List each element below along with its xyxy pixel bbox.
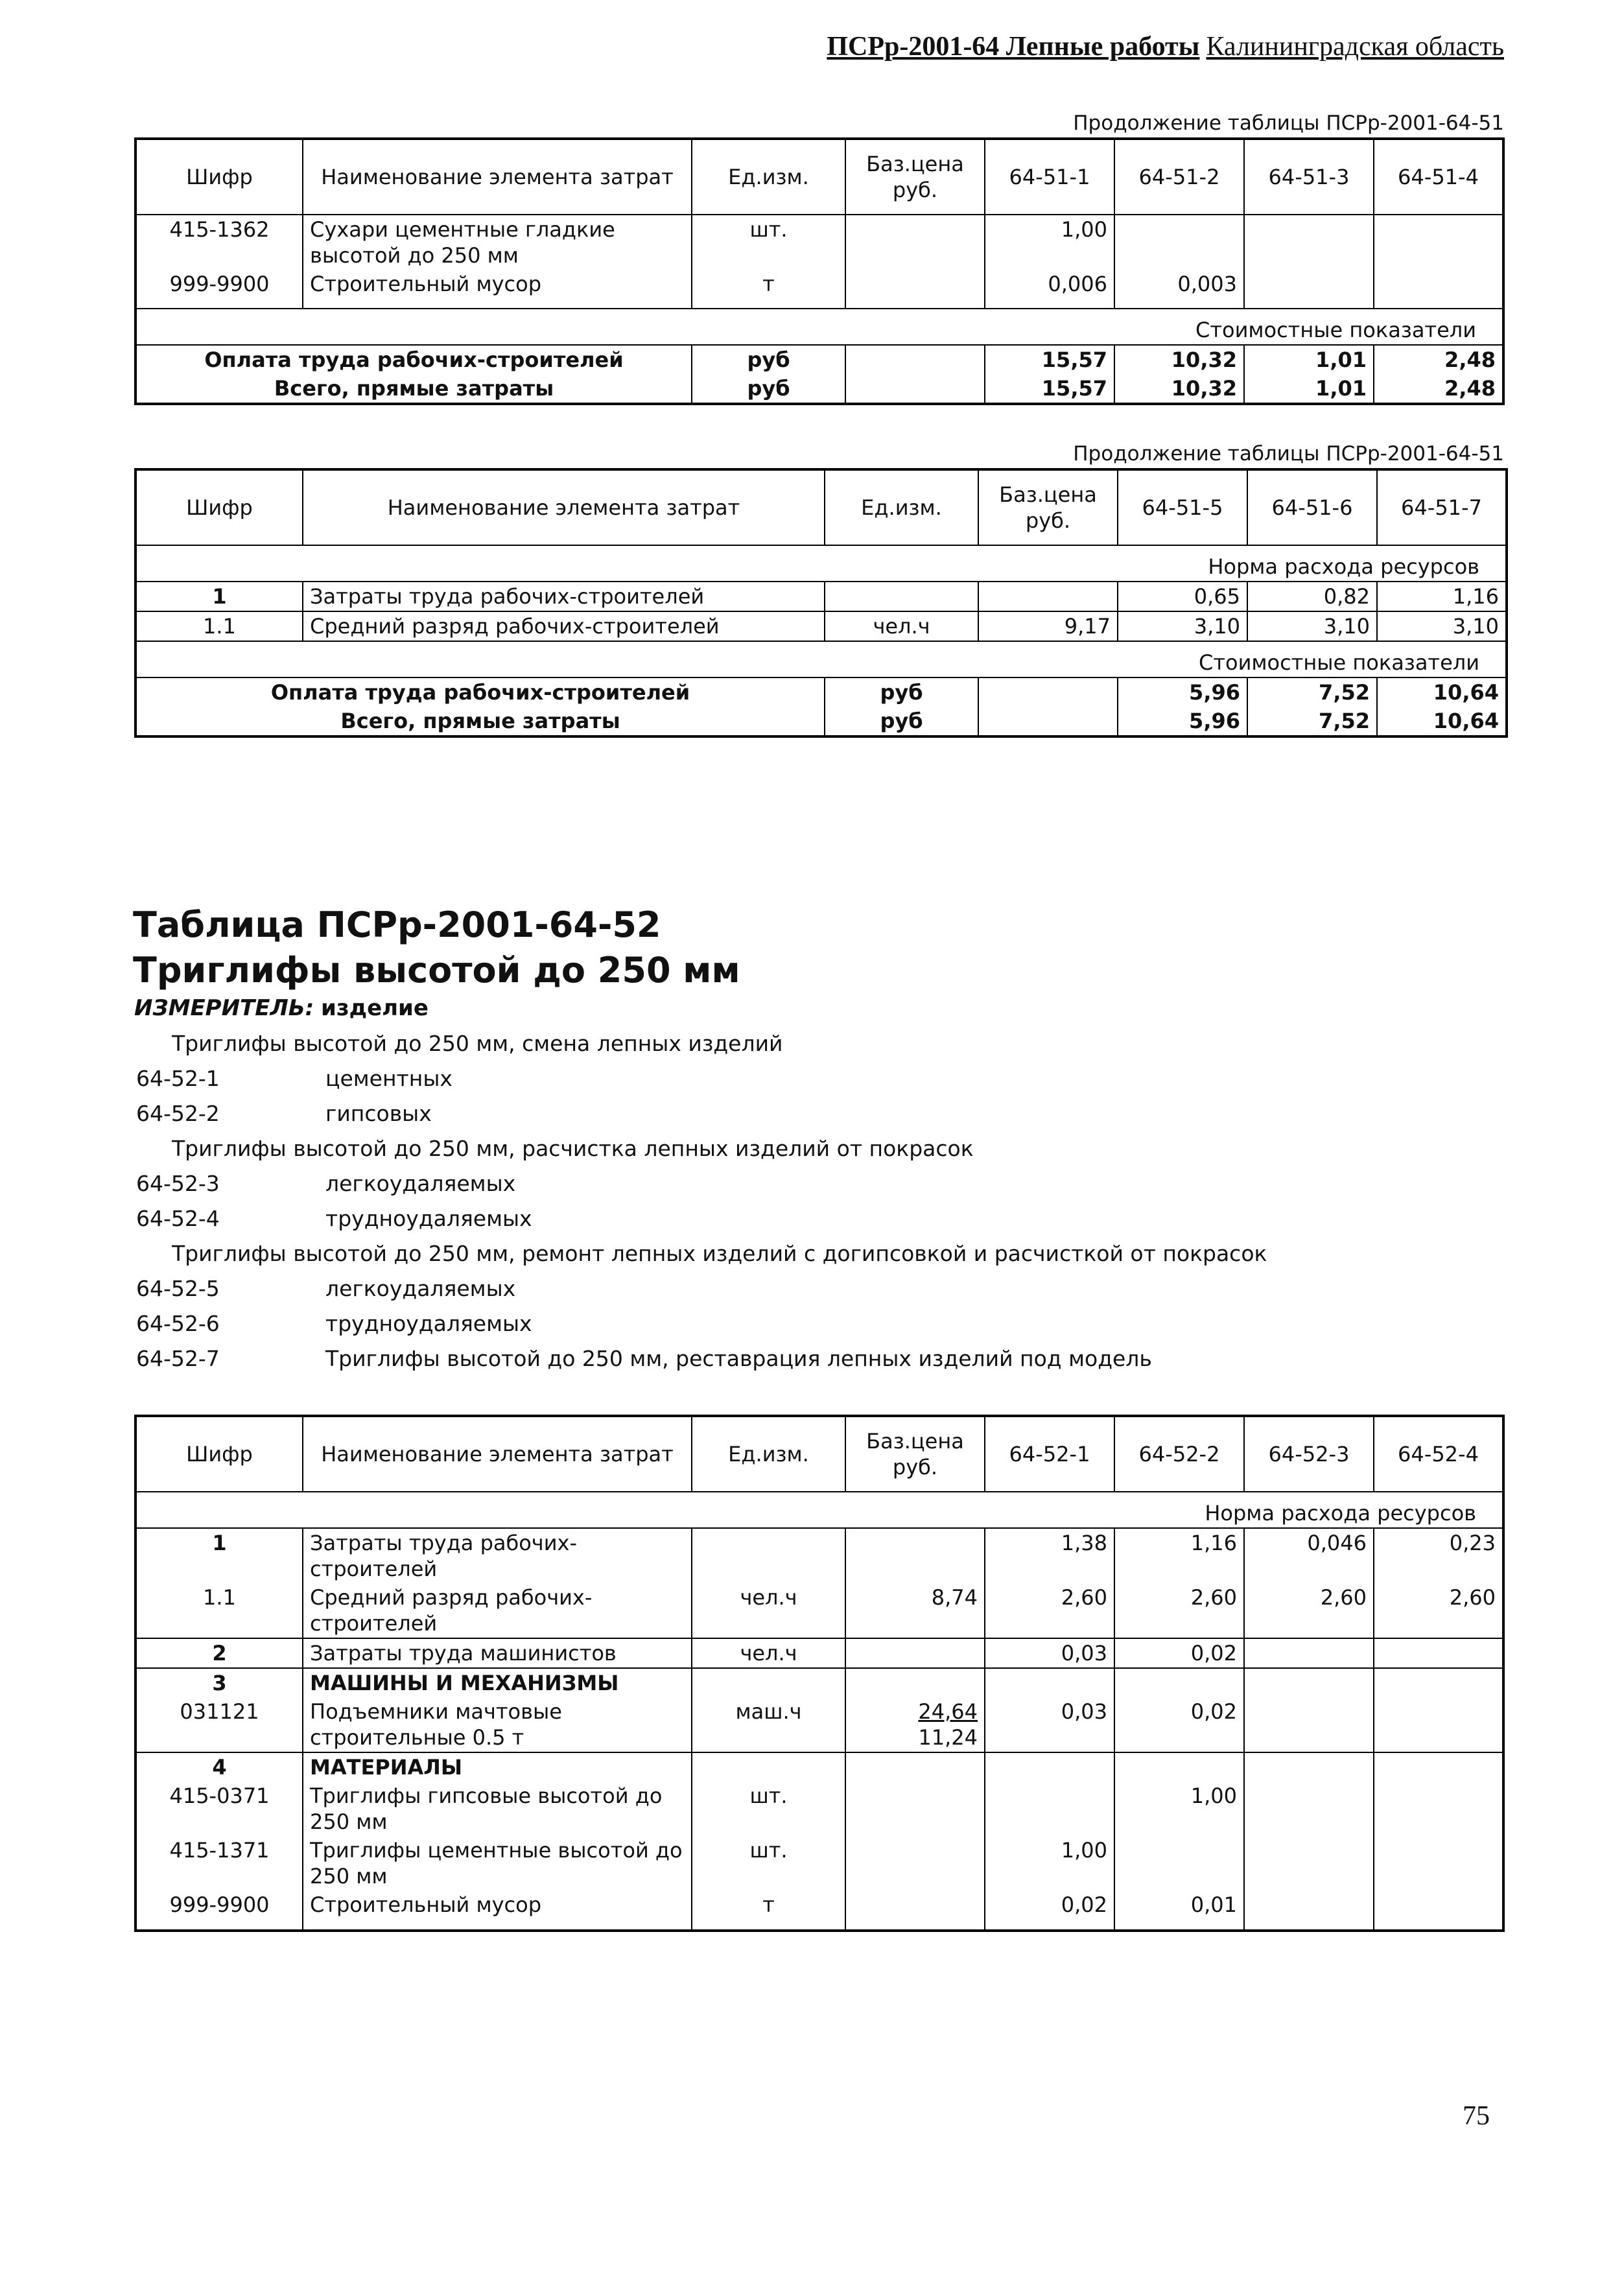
total-unit: руб: [825, 677, 978, 707]
band-row: [135, 545, 1507, 582]
col-unit: Ед.изм.: [692, 1416, 845, 1492]
band-label: Стоимостные показатели: [135, 641, 1507, 677]
item-text: гипсовых: [325, 1101, 432, 1126]
col-code: Шифр: [135, 1416, 303, 1492]
cell-value: 1,00: [1114, 1782, 1244, 1836]
cell-price: 9,17: [978, 611, 1118, 641]
cell-price: [845, 1782, 985, 1836]
price-secondary: 11,24: [918, 1725, 978, 1750]
col-64-52-3: 64-52-3: [1244, 1416, 1374, 1492]
cell-unit: шт.: [692, 1836, 845, 1890]
table-64-51-part2: [134, 468, 1508, 738]
cell-value: [1374, 215, 1503, 270]
total-value: 1,01: [1244, 345, 1374, 374]
cell-value: 1,00: [985, 215, 1114, 270]
cell-price: [845, 1752, 985, 1782]
cell-price: [845, 215, 985, 270]
cell-price: [845, 1836, 985, 1890]
band-row: [135, 641, 1507, 677]
cell-value: 1,16: [1114, 1528, 1244, 1583]
table-row: [135, 1782, 1503, 1836]
total-value: 5,96: [1118, 677, 1247, 707]
cell-value: 1,16: [1377, 582, 1507, 611]
col-64-51-7: 64-51-7: [1377, 469, 1507, 545]
cell-value: [1374, 270, 1503, 309]
table-header-row: [135, 1416, 1503, 1492]
col-64-52-2: 64-52-2: [1114, 1416, 1244, 1492]
group-line: Триглифы высотой до 250 мм, расчистка лепных изделий от покрасок: [172, 1136, 974, 1161]
cell-code: 3: [135, 1668, 303, 1697]
cell-price: [978, 582, 1118, 611]
measure-label: ИЗМЕРИТЕЛЬ:: [134, 995, 314, 1021]
continuation-label-2: Продолжение таблицы ПСРр-2001-64-51: [1073, 442, 1504, 465]
col-price: Баз.цена руб.: [845, 139, 985, 215]
total-label: Оплата труда рабочих-строителей: [135, 345, 692, 374]
cell-value: 0,03: [985, 1697, 1114, 1752]
item-text: цементных: [325, 1066, 453, 1091]
col-64-51-1: 64-51-1: [985, 139, 1114, 215]
cell-value: 2,60: [1374, 1583, 1503, 1638]
item-text: легкоудаляемых: [325, 1276, 516, 1301]
continuation-label-1: Продолжение таблицы ПСРр-2001-64-51: [1073, 112, 1504, 135]
band-label: Норма расхода ресурсов: [135, 1492, 1503, 1528]
cell-value: [1374, 1638, 1503, 1668]
total-value: 10,32: [1114, 345, 1244, 374]
col-64-51-6: 64-51-6: [1247, 469, 1377, 545]
total-label: Всего, прямые затраты: [135, 707, 825, 736]
cell-value: [1374, 1752, 1503, 1782]
cell-code: 031121: [135, 1697, 303, 1752]
col-64-52-1: 64-52-1: [985, 1416, 1114, 1492]
cell-name: Триглифы цементные высотой до 250 мм: [303, 1836, 692, 1890]
table-row: [135, 582, 1507, 611]
col-unit: Ед.изм.: [825, 469, 978, 545]
cell-value: [1244, 1782, 1374, 1836]
cell-value: 2,60: [1114, 1583, 1244, 1638]
total-row: [135, 707, 1507, 736]
col-64-51-4: 64-51-4: [1374, 139, 1503, 215]
cell-unit: чел.ч: [825, 611, 978, 641]
cell-unit: [692, 1528, 845, 1583]
band-row: [135, 1492, 1503, 1528]
table-row: [135, 1752, 1503, 1782]
cell-value: [1244, 215, 1374, 270]
cell-unit: чел.ч: [692, 1583, 845, 1638]
cell-value: [985, 1668, 1114, 1697]
header-region: Калининградская область: [1206, 32, 1504, 62]
col-code: Шифр: [135, 139, 303, 215]
cell-unit: т: [692, 270, 845, 309]
total-value: 5,96: [1118, 707, 1247, 736]
total-label: Всего, прямые затраты: [135, 374, 692, 404]
total-row: [135, 677, 1507, 707]
band-label: Стоимостные показатели: [135, 309, 1503, 345]
cell-name: Строительный мусор: [303, 270, 692, 309]
total-row: [135, 374, 1503, 404]
table-row: [135, 1528, 1503, 1583]
cell-code: 1.1: [135, 1583, 303, 1638]
cell-name: Затраты труда рабочих-строителей: [303, 582, 825, 611]
col-name: Наименование элемента затрат: [303, 469, 825, 545]
cell-unit: [692, 1752, 845, 1782]
cell-name: МАШИНЫ И МЕХАНИЗМЫ: [303, 1668, 692, 1697]
price-primary: 24,64: [918, 1699, 978, 1724]
cell-value: 0,046: [1244, 1528, 1374, 1583]
item-text: трудноудаляемых: [325, 1311, 532, 1336]
table-64-51-part1: [134, 137, 1505, 405]
cell-price: [845, 270, 985, 309]
cell-code: 415-1362: [135, 215, 303, 270]
page-number: 75: [1463, 2101, 1490, 2131]
section-title: Таблица ПСРр-2001-64-52: [133, 904, 661, 945]
cell-value: [1244, 1752, 1374, 1782]
total-value: 7,52: [1247, 677, 1377, 707]
cell-name: Триглифы гипсовые высотой до 250 мм: [303, 1782, 692, 1836]
cell-value: 3,10: [1247, 611, 1377, 641]
cell-value: 0,01: [1114, 1890, 1244, 1931]
total-value: 15,57: [985, 374, 1114, 404]
cell-unit: шт.: [692, 215, 845, 270]
cell-unit: чел.ч: [692, 1638, 845, 1668]
group-line: Триглифы высотой до 250 мм, смена лепных изделий: [172, 1031, 783, 1056]
cell-value: 0,03: [985, 1638, 1114, 1668]
total-unit: руб: [825, 707, 978, 736]
cell-value: [1244, 1890, 1374, 1931]
cell-code: 4: [135, 1752, 303, 1782]
cell-value: 0,23: [1374, 1528, 1503, 1583]
cell-unit: шт.: [692, 1782, 845, 1836]
table-row: [135, 1697, 1503, 1752]
cell-code: 999-9900: [135, 270, 303, 309]
table-row: [135, 1836, 1503, 1890]
cell-value: [1114, 215, 1244, 270]
cell-value: 1,00: [985, 1836, 1114, 1890]
table-64-52: [134, 1415, 1505, 1932]
cell-value: [1244, 1638, 1374, 1668]
cell-price: [845, 1668, 985, 1697]
cell-value: [1374, 1836, 1503, 1890]
cell-value: 2,60: [1244, 1583, 1374, 1638]
col-64-51-3: 64-51-3: [1244, 139, 1374, 215]
cell-name: Затраты труда машинистов: [303, 1638, 692, 1668]
col-price: Баз.цена руб.: [845, 1416, 985, 1492]
cell-value: 0,02: [1114, 1697, 1244, 1752]
header-doc: ПСРр-2001-64 Лепные работы: [827, 32, 1200, 62]
measure-line: [134, 995, 429, 1021]
cell-code: 2: [135, 1638, 303, 1668]
cell-value: [1374, 1890, 1503, 1931]
cell-name: Строительный мусор: [303, 1890, 692, 1931]
cell-value: [985, 1782, 1114, 1836]
table-row: [135, 1638, 1503, 1668]
col-price: Баз.цена руб.: [978, 469, 1118, 545]
table-row: [135, 270, 1503, 309]
col-64-52-4: 64-52-4: [1374, 1416, 1503, 1492]
cell-value: [1244, 1668, 1374, 1697]
col-unit: Ед.изм.: [692, 139, 845, 215]
cell-name: Средний разряд рабочих-строителей: [303, 1583, 692, 1638]
cell-price: [845, 1638, 985, 1668]
item-code: 64-52-1: [136, 1066, 220, 1091]
total-value: 10,32: [1114, 374, 1244, 404]
cell-name: Сухари цементные гладкие высотой до 250 мм: [303, 215, 692, 270]
cell-price: 8,74: [845, 1583, 985, 1638]
cell-value: 0,82: [1247, 582, 1377, 611]
item-text: трудноудаляемых: [325, 1206, 532, 1231]
cell-code: 1: [135, 1528, 303, 1583]
cell-value: 3,10: [1118, 611, 1247, 641]
total-label: Оплата труда рабочих-строителей: [135, 677, 825, 707]
item-code: 64-52-2: [136, 1101, 220, 1126]
total-unit: руб: [692, 345, 845, 374]
cell-empty: [978, 707, 1118, 736]
cell-unit: [825, 582, 978, 611]
item-code: 64-52-7: [136, 1346, 220, 1371]
total-value: 2,48: [1374, 374, 1503, 404]
cell-value: [1374, 1697, 1503, 1752]
item-text: Триглифы высотой до 250 мм, реставрация лепных изделий под модель: [325, 1346, 1152, 1371]
cell-value: [1244, 270, 1374, 309]
section-subtitle: Триглифы высотой до 250 мм: [133, 950, 740, 991]
cell-name: Затраты труда рабочих-строителей: [303, 1528, 692, 1583]
cell-price: [845, 1528, 985, 1583]
cell-value: [1244, 1836, 1374, 1890]
cell-value: [1244, 1697, 1374, 1752]
table-header-row: [135, 139, 1503, 215]
band-label: Норма расхода ресурсов: [135, 545, 1507, 582]
total-value: 15,57: [985, 345, 1114, 374]
cell-name: МАТЕРИАЛЫ: [303, 1752, 692, 1782]
total-unit: руб: [692, 374, 845, 404]
cell-value: [1114, 1668, 1244, 1697]
group-line: Триглифы высотой до 250 мм, ремонт лепных изделий с догипсовкой и расчисткой от покрасок: [172, 1241, 1267, 1266]
cell-price: [845, 1697, 985, 1752]
table-header-row: [135, 469, 1507, 545]
col-64-51-2: 64-51-2: [1114, 139, 1244, 215]
cell-value: 1,38: [985, 1528, 1114, 1583]
cell-name: Средний разряд рабочих-строителей: [303, 611, 825, 641]
cell-value: [1374, 1782, 1503, 1836]
cell-empty: [978, 677, 1118, 707]
cell-empty: [845, 345, 985, 374]
col-name: Наименование элемента затрат: [303, 139, 692, 215]
table-row: [135, 1583, 1503, 1638]
cell-empty: [845, 374, 985, 404]
total-value: 7,52: [1247, 707, 1377, 736]
table-row: [135, 611, 1507, 641]
cell-code: 1: [135, 582, 303, 611]
measure-unit: изделие: [321, 995, 429, 1021]
item-code: 64-52-5: [136, 1276, 220, 1301]
total-value: 2,48: [1374, 345, 1503, 374]
total-row: [135, 345, 1503, 374]
col-code: Шифр: [135, 469, 303, 545]
running-header: [827, 31, 1504, 62]
item-code: 64-52-4: [136, 1206, 220, 1231]
band-row: [135, 309, 1503, 345]
cell-code: 415-0371: [135, 1782, 303, 1836]
cell-value: 0,65: [1118, 582, 1247, 611]
cell-code: 1.1: [135, 611, 303, 641]
item-text: легкоудаляемых: [325, 1171, 516, 1196]
col-name: Наименование элемента затрат: [303, 1416, 692, 1492]
total-value: 10,64: [1377, 707, 1507, 736]
cell-unit: т: [692, 1890, 845, 1931]
cell-unit: [692, 1668, 845, 1697]
cell-code: 999-9900: [135, 1890, 303, 1931]
cell-name: Подъемники мачтовые строительные 0.5 т: [303, 1697, 692, 1752]
cell-unit: маш.ч: [692, 1697, 845, 1752]
cell-price: [845, 1890, 985, 1931]
cell-code: 415-1371: [135, 1836, 303, 1890]
cell-value: [985, 1752, 1114, 1782]
cell-value: 0,003: [1114, 270, 1244, 309]
table-row: [135, 215, 1503, 270]
cell-value: 0,006: [985, 270, 1114, 309]
cell-value: [1374, 1668, 1503, 1697]
cell-value: [1114, 1836, 1244, 1890]
col-64-51-5: 64-51-5: [1118, 469, 1247, 545]
cell-value: [1114, 1752, 1244, 1782]
cell-value: 3,10: [1377, 611, 1507, 641]
cell-value: 2,60: [985, 1583, 1114, 1638]
cell-value: 0,02: [1114, 1638, 1244, 1668]
item-code: 64-52-3: [136, 1171, 220, 1196]
total-value: 1,01: [1244, 374, 1374, 404]
table-row: [135, 1890, 1503, 1931]
cell-value: 0,02: [985, 1890, 1114, 1931]
total-value: 10,64: [1377, 677, 1507, 707]
table-row: [135, 1668, 1503, 1697]
item-code: 64-52-6: [136, 1311, 220, 1336]
